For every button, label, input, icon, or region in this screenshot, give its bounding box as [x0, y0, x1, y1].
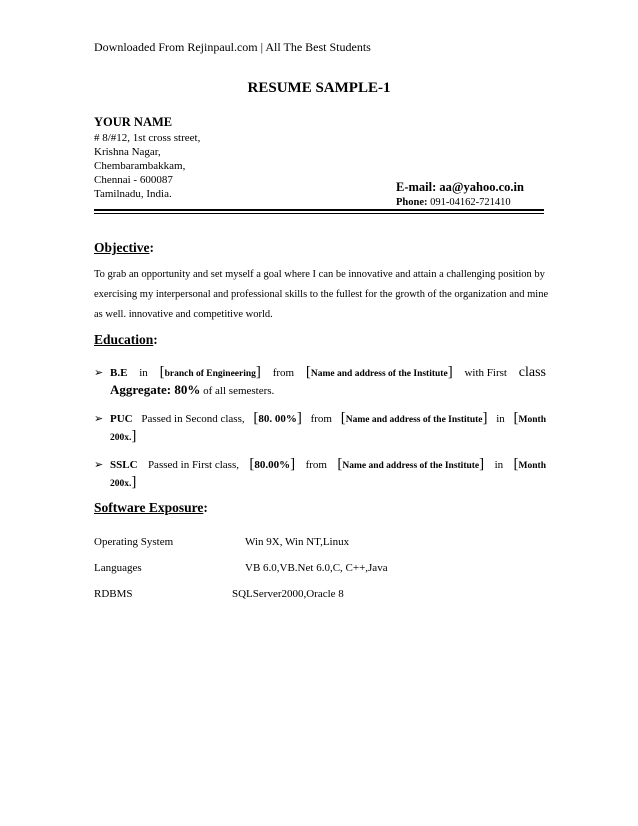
resume-title: RESUME SAMPLE-1: [247, 80, 391, 96]
branch: branch of Engineering: [164, 369, 256, 379]
text-part: in: [496, 413, 505, 425]
arrow-bullet-icon: ➢: [94, 458, 104, 471]
education-colon: :: [153, 332, 158, 347]
year: 200x.: [110, 479, 132, 489]
text-part: class: [518, 365, 546, 380]
software-row-value: SQLServer2000,Oracle 8: [232, 588, 344, 600]
software-row-value: Win 9X, Win NT,Linux: [245, 536, 350, 548]
address-line: Krishna Nagar,: [94, 146, 161, 158]
objective-colon: :: [149, 240, 154, 255]
percentage: 80.00%: [254, 459, 291, 471]
text-part: in: [494, 459, 504, 471]
degree: PUC: [110, 413, 133, 425]
text-part: from: [305, 459, 327, 471]
software-heading-text: Software Exposure: [94, 500, 204, 515]
objective-text: To grab an opportunity and set myself a goal where I can be innovative and attain a challenging position by exercising my interpersonal and professional skills to the fullest for the growth of the organization and mine as well. innovative and competitive world.: [94, 269, 549, 320]
text-part: from: [272, 367, 295, 379]
software-colon: :: [203, 500, 208, 515]
institute: Name and address of the Institute: [310, 369, 448, 379]
education-heading-text: Education: [94, 332, 154, 347]
month: Month: [518, 461, 546, 471]
education-heading: [94, 332, 158, 348]
address-line: Chennai - 600087: [94, 174, 173, 186]
software-row-label: Languages: [94, 562, 142, 574]
education-item-be: ➢ B.E in [branch of Engineering] from [Name and address of the Institute] with First class Aggregate: 80% of all semesters.: [94, 364, 546, 397]
phone-label: Phone:: [396, 197, 428, 208]
email: E-mail: aa@yahoo.co.in: [396, 180, 524, 194]
text-part: with First: [464, 367, 507, 379]
aggregate-text: of all semesters.: [203, 385, 275, 397]
education-item-puc: ➢ PUC Passed in Second class, [80. 00%] from [Name and address of the Institute] in [Month 200x.]: [94, 410, 546, 444]
candidate-name: YOUR NAME: [94, 115, 173, 129]
software-row-label: Operating System: [94, 536, 174, 548]
degree: B.E: [110, 367, 128, 379]
phone-value: 091-04162-721410: [430, 197, 511, 208]
address-line: # 8/#12, 1st cross street,: [94, 132, 201, 144]
text-part: from: [310, 413, 332, 425]
software-heading: [94, 500, 208, 516]
text-part: Passed in Second class,: [141, 413, 245, 425]
text-part: in: [139, 367, 148, 379]
divider-thin: [94, 213, 544, 214]
year: 200x.: [110, 433, 132, 443]
arrow-bullet-icon: ➢: [94, 412, 104, 425]
degree: SSLC: [110, 459, 138, 471]
education-item-sslc: ➢ SSLC Passed in First class, [80.00%] from [Name and address of the Institute] in [Month 200x.]: [94, 456, 546, 490]
divider-thick: [94, 209, 544, 211]
arrow-bullet-icon: ➢: [94, 366, 104, 379]
institute: Name and address of the Institute: [342, 461, 480, 471]
percentage: 80. 00%: [258, 413, 297, 425]
aggregate-label: Aggregate: 80%: [110, 382, 201, 397]
month: Month: [518, 415, 546, 425]
objective-heading: [94, 240, 154, 256]
software-row-label: RDBMS: [94, 588, 133, 600]
software-row-value: VB 6.0,VB.Net 6.0,C, C++,Java: [245, 562, 388, 574]
text-part: Passed in First class,: [147, 459, 239, 471]
address-line: Tamilnadu, India.: [94, 188, 172, 200]
download-header: Downloaded From Rejinpaul.com | All The Best Students: [94, 40, 371, 54]
objective-heading-text: Objective: [94, 240, 150, 255]
address-line: Chembarambakkam,: [94, 160, 186, 172]
address-block: [94, 131, 200, 201]
phone: [396, 197, 511, 208]
institute: Name and address of the Institute: [345, 415, 483, 425]
